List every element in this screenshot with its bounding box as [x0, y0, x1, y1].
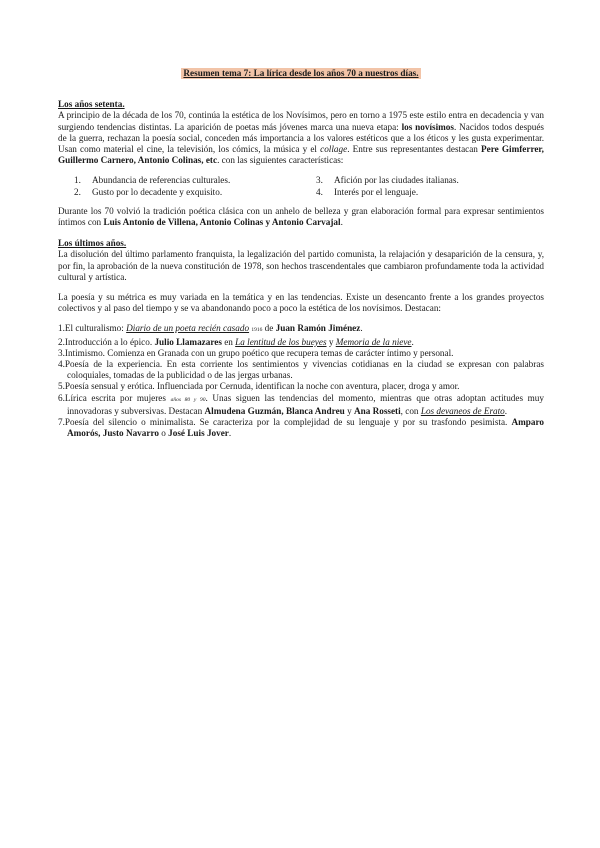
bold-run: Juan Ramón Jiménez	[275, 323, 361, 334]
text-run: de	[262, 323, 276, 334]
list-number: 4.	[316, 186, 323, 197]
list-item	[316, 187, 544, 198]
small-note: 1916	[251, 327, 263, 334]
list-item	[58, 393, 544, 417]
bold-run: Almudena Guzmán, Blanca Andreu	[204, 405, 345, 416]
setenta-paragraph-1	[58, 110, 544, 166]
work-title: Memoria de la nieve	[335, 336, 412, 347]
work-title: Los devaneos de Erato	[420, 405, 505, 416]
tendencies-list	[58, 323, 544, 439]
text-run: en	[221, 336, 236, 347]
section-heading-setenta: Los años setenta.	[58, 99, 125, 110]
list-item	[58, 348, 544, 359]
text-run: 5.Poesía sensual y erótica. Influenciada por Cernuda, identifican la noche con aventura, placer, droga y amor.	[58, 381, 460, 392]
text-run: . con las siguientes características:	[217, 155, 344, 166]
text-run: 1.El culturalismo:	[58, 323, 127, 334]
list-text: Abundancia de referencias culturales.	[92, 175, 231, 186]
text-run: 6.Lírica escrita por mujeres	[58, 392, 171, 403]
bold-run: Amparo Amorós, Justo Navarro	[67, 417, 544, 439]
text-run: . Entre sus representantes destacan	[347, 144, 482, 155]
italic-run: collage	[320, 144, 348, 155]
text-run: Durante los 70 volvió la tradición poética clásica con un anhelo de belleza y gran elaboración formal para expresar sentimientos íntimos con	[58, 205, 544, 228]
list-item	[58, 359, 544, 381]
bold-run: Ana Rosseti	[353, 405, 401, 416]
list-item	[58, 323, 544, 336]
list-text: Gusto por lo decadente y exquisito.	[92, 186, 223, 197]
document-page	[58, 68, 544, 439]
small-note: años 80 y 90	[170, 396, 206, 403]
text-run: 2.Introducción a lo épico.	[58, 336, 155, 347]
list-item	[74, 175, 302, 186]
bold-run: Luis Antonio de Villena, Antonio Colinas y Antonio Carvajal	[103, 217, 341, 228]
list-text: Afición por las ciudades italianas.	[334, 175, 459, 186]
list-number: 3.	[316, 175, 323, 186]
characteristics-list	[74, 175, 544, 197]
text-run: .	[411, 336, 414, 347]
work-title: Diario de un poeta recién casado	[126, 323, 250, 334]
text-run: . Nacidos todos después de la guerra, rechazan la poesía social, conceden más importancia a los valores estéticos que a los éticos y les gusta experimentar. Usan como material el cine, la televisión, los cómics, la música y el	[58, 121, 545, 155]
list-text: Interés por el lenguaje.	[334, 186, 419, 197]
text-run: o	[158, 428, 169, 439]
ultimos-paragraph-1: La disolución del último parlamento franquista, la legalización del partido comunista, la relajación y desaparición de la censura, y, por fin, la aprobación de la nueva constitución de 1978, son hechos trascendentales que cambiaron profundamente toda la actividad cultural y artística.	[58, 249, 544, 282]
bold-run: Pere Gimferrer, Guillermo Carnero, Antonio Colinas, etc	[58, 144, 544, 166]
bold-run: José Luis Jover	[168, 428, 229, 439]
setenta-paragraph-2	[58, 206, 544, 228]
list-number: 1.	[74, 175, 81, 186]
ultimos-paragraph-2: La poesía y su métrica es muy variada en la temática y en las tendencias. Existe un desencanto frente a los grandes proyectos colectivos y al paso del tiempo y se va abandonando poco a poco la estética de los novísimos. Destacan:	[58, 292, 544, 314]
text-run: y	[326, 336, 336, 347]
title-wrap	[58, 68, 544, 79]
spacer	[58, 283, 544, 292]
text-run: .	[340, 217, 343, 228]
text-run: 3.Intimismo. Comienza en Granada con un grupo poético que recupera temas de carácter íntimo y personal.	[58, 347, 454, 358]
text-run: .	[228, 428, 232, 439]
spacer	[58, 228, 544, 238]
list-item	[58, 417, 544, 439]
list-item	[58, 337, 544, 348]
spacer	[58, 314, 544, 323]
text-run: 7.Poesía del silencio o minimalista. Se caracteriza por la complejidad de su lenguaje y por su trasfondo pesimista.	[58, 417, 512, 428]
list-item	[316, 175, 544, 186]
list-item	[74, 187, 302, 198]
text-run: 4.Poesía de la experiencia. En esta corriente los sentimientos y vivencias cotidianas en la ciudad se expresan con palabras coloquiales, tomadas de la publicidad o de las jergas urbanas.	[58, 359, 544, 381]
work-title: La lentitud de los bueyes	[235, 336, 327, 347]
bold-run: Julio Llamazares	[154, 336, 222, 347]
document-title: Resumen tema 7: La lírica desde los años 70 a nuestros días.	[183, 68, 419, 78]
list-number: 2.	[74, 186, 81, 197]
list-item	[58, 381, 544, 392]
text-run: y	[344, 405, 354, 416]
text-run: .	[504, 405, 508, 416]
text-run: .	[360, 323, 363, 334]
section-heading-ultimos: Los últimos años.	[58, 238, 127, 249]
text-run: . Unas siguen las tendencias del momento, mientras que otras adoptan actitudes muy innovadoras y subversivas. Destacan	[67, 392, 544, 416]
text-run: , con	[400, 405, 421, 416]
bold-run: los novísimos	[401, 121, 454, 132]
text-run: A principio de la década de los 70, continúa la estética de los Novísimos, pero en torno a 1975 este estilo entra en decadencia y van surgiendo tendencias distintas. La aparición de poetas más jóvenes marca una nueva etapa:	[58, 110, 544, 132]
